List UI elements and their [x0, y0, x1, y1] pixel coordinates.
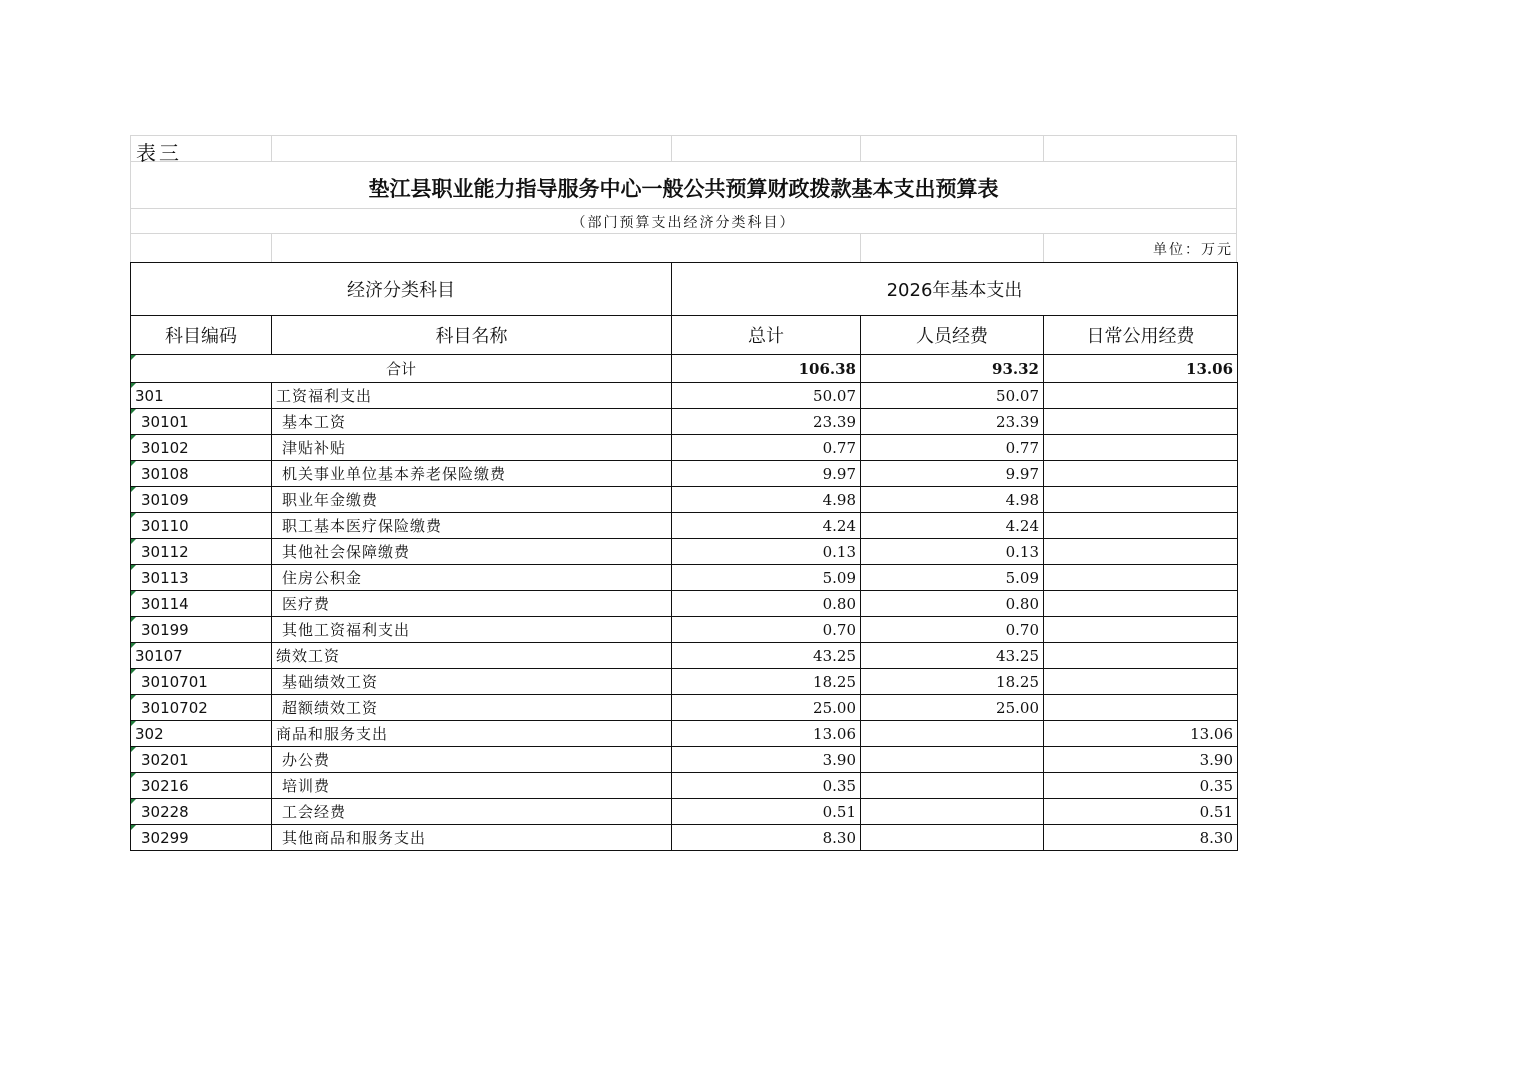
header-code: 科目编码: [131, 316, 272, 355]
row-total-text: 0.51: [822, 802, 856, 821]
row-name: [272, 461, 672, 487]
row-code-text: 3010702: [141, 698, 208, 717]
gridline: [860, 135, 861, 161]
row-total: [672, 721, 861, 747]
table-row: [131, 721, 1238, 747]
row-total-text: 0.35: [822, 776, 856, 795]
row-total: [672, 409, 861, 435]
row-personnel: [861, 487, 1044, 513]
cell-marker: [131, 591, 136, 596]
row-name: [272, 695, 672, 721]
row-code: [131, 643, 272, 669]
row-public-text: 8.30: [1199, 828, 1234, 847]
gridline: [130, 208, 1237, 209]
row-total: [672, 773, 861, 799]
row-total: [672, 565, 861, 591]
row-personnel-text: 0.70: [1005, 620, 1039, 639]
row-name-text: 机关事业单位基本养老保险缴费: [282, 465, 507, 483]
row-personnel-text: 50.07: [996, 386, 1039, 405]
row-personnel-text: 0.77: [1005, 438, 1039, 457]
row-personnel: [861, 591, 1044, 617]
row-total: [672, 487, 861, 513]
cell-marker: [131, 669, 136, 674]
row-total: [672, 591, 861, 617]
row-personnel: [861, 617, 1044, 643]
row-personnel-text: 25.00: [996, 698, 1039, 717]
row-total-text: 43.25: [813, 646, 856, 665]
row-personnel-text: 4.24: [1005, 516, 1039, 535]
row-public-text: 3.90: [1199, 750, 1234, 769]
row-name: [272, 617, 672, 643]
table-row: [131, 799, 1238, 825]
total-personnel-value: 93.32: [861, 355, 1044, 383]
row-code-text: 30199: [141, 620, 189, 639]
cell-marker: [131, 643, 136, 648]
cell-marker: [131, 825, 136, 830]
row-code: [131, 799, 272, 825]
cell-marker: [131, 487, 136, 492]
row-code-text: 3010701: [141, 672, 208, 691]
cell-marker: [131, 383, 136, 388]
table-row: [131, 591, 1238, 617]
header-public: 日常公用经费: [1044, 316, 1238, 355]
row-total: [672, 825, 861, 851]
row-name: [272, 487, 672, 513]
row-code-text: 30228: [141, 802, 189, 821]
row-personnel: [861, 461, 1044, 487]
row-personnel-text: 9.97: [1005, 464, 1039, 483]
row-personnel: [861, 825, 1044, 851]
row-code: [131, 773, 272, 799]
row-name-text: 基本工资: [282, 413, 347, 431]
row-code: [131, 461, 272, 487]
row-code: [131, 591, 272, 617]
row-personnel: [861, 565, 1044, 591]
row-personnel: [861, 669, 1044, 695]
row-name-text: 其他工资福利支出: [282, 621, 411, 639]
cell-marker: [131, 773, 136, 778]
row-public: [1044, 695, 1238, 721]
row-public: [1044, 409, 1238, 435]
row-public: [1044, 539, 1238, 565]
row-name: [272, 721, 672, 747]
row-public: [1044, 565, 1238, 591]
row-total: [672, 513, 861, 539]
row-name-text: 基础绩效工资: [282, 673, 379, 691]
row-name-text: 工会经费: [282, 803, 347, 821]
header-category: 经济分类科目: [131, 263, 672, 316]
row-public: [1044, 487, 1238, 513]
row-code-text: 30102: [141, 438, 189, 457]
row-code-text: 30101: [141, 412, 189, 431]
total-label-text: 合计: [385, 360, 416, 378]
row-total-text: 0.80: [822, 594, 856, 613]
header-name: 科目名称: [272, 316, 672, 355]
gridline: [671, 135, 672, 161]
total-row: [131, 355, 1238, 383]
row-code-text: 30299: [141, 828, 189, 847]
cell-marker: [131, 799, 136, 804]
row-personnel: [861, 409, 1044, 435]
row-total-text: 18.25: [813, 672, 856, 691]
row-personnel-text: 43.25: [996, 646, 1039, 665]
row-name-text: 其他社会保障缴费: [282, 543, 411, 561]
table-row: [131, 617, 1238, 643]
row-personnel-text: 23.39: [996, 412, 1039, 431]
gridline: [1043, 233, 1044, 262]
row-name: [272, 513, 672, 539]
row-public-text: 13.06: [1190, 724, 1234, 743]
row-personnel: [861, 513, 1044, 539]
row-code: [131, 487, 272, 513]
cell-marker: [131, 539, 136, 544]
cell-marker: [131, 565, 136, 570]
row-personnel-text: 18.25: [996, 672, 1039, 691]
row-personnel: [861, 773, 1044, 799]
row-code-text: 30216: [141, 776, 189, 795]
sheet-header-area: [130, 135, 1237, 262]
row-name-text: 商品和服务支出: [276, 725, 389, 743]
cell-marker: [131, 461, 136, 466]
row-total-text: 9.97: [822, 464, 856, 483]
row-personnel: [861, 435, 1044, 461]
row-code: [131, 747, 272, 773]
row-code-text: 30107: [135, 646, 183, 665]
row-code: [131, 409, 272, 435]
row-name-text: 工资福利支出: [276, 387, 373, 405]
row-name: [272, 747, 672, 773]
total-public-value: 13.06: [1044, 355, 1238, 383]
row-code-text: 30201: [141, 750, 189, 769]
page-title: 垫江县职业能力指导服务中心一般公共预算财政拨款基本支出预算表: [368, 176, 999, 201]
page-subtitle: （部门预算支出经济分类科目）: [571, 215, 796, 231]
cell-marker: [131, 355, 136, 360]
row-code: [131, 383, 272, 409]
row-total: [672, 643, 861, 669]
row-personnel: [861, 721, 1044, 747]
row-name-text: 办公费: [282, 751, 331, 769]
row-code-text: 30110: [141, 516, 189, 535]
table-row: [131, 409, 1238, 435]
row-personnel: [861, 695, 1044, 721]
gridline: [130, 161, 1237, 162]
table-row: [131, 565, 1238, 591]
budget-table: [130, 262, 1238, 851]
row-name-text: 培训费: [282, 777, 331, 795]
row-name: [272, 591, 672, 617]
table-row: [131, 747, 1238, 773]
row-total-text: 13.06: [813, 724, 856, 743]
row-public-text: 0.51: [1199, 802, 1234, 821]
row-total: [672, 435, 861, 461]
row-public: [1044, 435, 1238, 461]
row-public: [1044, 747, 1238, 773]
row-personnel: [861, 539, 1044, 565]
cell-marker: [131, 617, 136, 622]
header-total: 总计: [672, 316, 861, 355]
row-total-text: 0.13: [822, 542, 856, 561]
row-public: [1044, 617, 1238, 643]
gridline: [860, 233, 861, 262]
cell-marker: [131, 695, 136, 700]
row-total-text: 8.30: [822, 828, 856, 847]
row-public: [1044, 383, 1238, 409]
row-total-text: 23.39: [813, 412, 856, 431]
row-name: [272, 799, 672, 825]
header-personnel: 人员经费: [861, 316, 1044, 355]
table-row: [131, 669, 1238, 695]
row-total: [672, 695, 861, 721]
row-name: [272, 409, 672, 435]
row-personnel-text: 5.09: [1005, 568, 1039, 587]
row-code: [131, 539, 272, 565]
row-total-text: 4.98: [822, 490, 856, 509]
row-personnel: [861, 643, 1044, 669]
row-name-text: 超额绩效工资: [282, 699, 379, 717]
row-total-text: 0.77: [822, 438, 856, 457]
table-row: [131, 487, 1238, 513]
cell-marker: [131, 435, 136, 440]
row-public: [1044, 461, 1238, 487]
row-name: [272, 825, 672, 851]
row-public: [1044, 773, 1238, 799]
row-public-text: 0.35: [1199, 776, 1234, 795]
row-personnel: [861, 799, 1044, 825]
cell-marker: [131, 747, 136, 752]
row-personnel-text: 4.98: [1005, 490, 1039, 509]
row-total: [672, 747, 861, 773]
table-row: [131, 773, 1238, 799]
row-code: [131, 435, 272, 461]
total-label: [131, 355, 672, 383]
row-code: [131, 721, 272, 747]
unit-label: 单位：万元: [1153, 242, 1233, 258]
table-row: [131, 461, 1238, 487]
cell-marker: [131, 721, 136, 726]
row-code-text: 301: [135, 386, 164, 405]
row-public: [1044, 643, 1238, 669]
row-personnel: [861, 747, 1044, 773]
row-total: [672, 383, 861, 409]
row-public: [1044, 721, 1238, 747]
column-header-row: [131, 316, 1238, 355]
gridline: [271, 233, 272, 262]
table-row: [131, 643, 1238, 669]
row-name-text: 其他商品和服务支出: [282, 829, 427, 847]
total-value: 106.38: [672, 355, 861, 383]
row-public: [1044, 825, 1238, 851]
row-code: [131, 617, 272, 643]
table-label: 表三: [136, 141, 182, 165]
row-total-text: 5.09: [822, 568, 856, 587]
row-total-text: 4.24: [822, 516, 856, 535]
cell-marker: [131, 513, 136, 518]
row-code-text: 302: [135, 724, 164, 743]
row-personnel-text: 0.13: [1005, 542, 1039, 561]
row-name-text: 住房公积金: [282, 569, 363, 587]
row-code: [131, 565, 272, 591]
row-name-text: 绩效工资: [276, 647, 341, 665]
row-name: [272, 773, 672, 799]
row-personnel-text: 0.80: [1005, 594, 1039, 613]
row-total: [672, 539, 861, 565]
row-total: [672, 799, 861, 825]
header-year-expense: 2026年基本支出: [672, 263, 1238, 316]
table-row: [131, 539, 1238, 565]
row-code-text: 30109: [141, 490, 189, 509]
row-total-text: 0.70: [822, 620, 856, 639]
row-name: [272, 565, 672, 591]
row-total: [672, 617, 861, 643]
row-code: [131, 669, 272, 695]
row-total: [672, 461, 861, 487]
gridline: [1043, 135, 1044, 161]
row-code: [131, 513, 272, 539]
gridline: [130, 135, 1237, 136]
group-header-row: [131, 263, 1238, 316]
row-name-text: 职业年金缴费: [282, 491, 379, 509]
row-code-text: 30108: [141, 464, 189, 483]
row-personnel: [861, 383, 1044, 409]
table-row: [131, 513, 1238, 539]
row-name-text: 津贴补贴: [282, 439, 347, 457]
table-row: [131, 383, 1238, 409]
budget-sheet: [130, 135, 1237, 851]
table-row: [131, 825, 1238, 851]
row-name-text: 医疗费: [282, 595, 331, 613]
row-total: [672, 669, 861, 695]
row-code: [131, 825, 272, 851]
row-code: [131, 695, 272, 721]
row-name: [272, 643, 672, 669]
gridline: [130, 233, 1237, 234]
row-total-text: 50.07: [813, 386, 856, 405]
row-total-text: 3.90: [822, 750, 856, 769]
row-code-text: 30114: [141, 594, 189, 613]
row-public: [1044, 591, 1238, 617]
table-row: [131, 435, 1238, 461]
row-name: [272, 539, 672, 565]
table-row: [131, 695, 1238, 721]
row-name: [272, 669, 672, 695]
row-public: [1044, 799, 1238, 825]
row-public: [1044, 669, 1238, 695]
row-code-text: 30112: [141, 542, 189, 561]
row-total-text: 25.00: [813, 698, 856, 717]
row-name-text: 职工基本医疗保险缴费: [282, 517, 443, 535]
row-name: [272, 435, 672, 461]
gridline: [271, 135, 272, 161]
row-code-text: 30113: [141, 568, 189, 587]
row-name: [272, 383, 672, 409]
row-public: [1044, 513, 1238, 539]
cell-marker: [131, 409, 136, 414]
